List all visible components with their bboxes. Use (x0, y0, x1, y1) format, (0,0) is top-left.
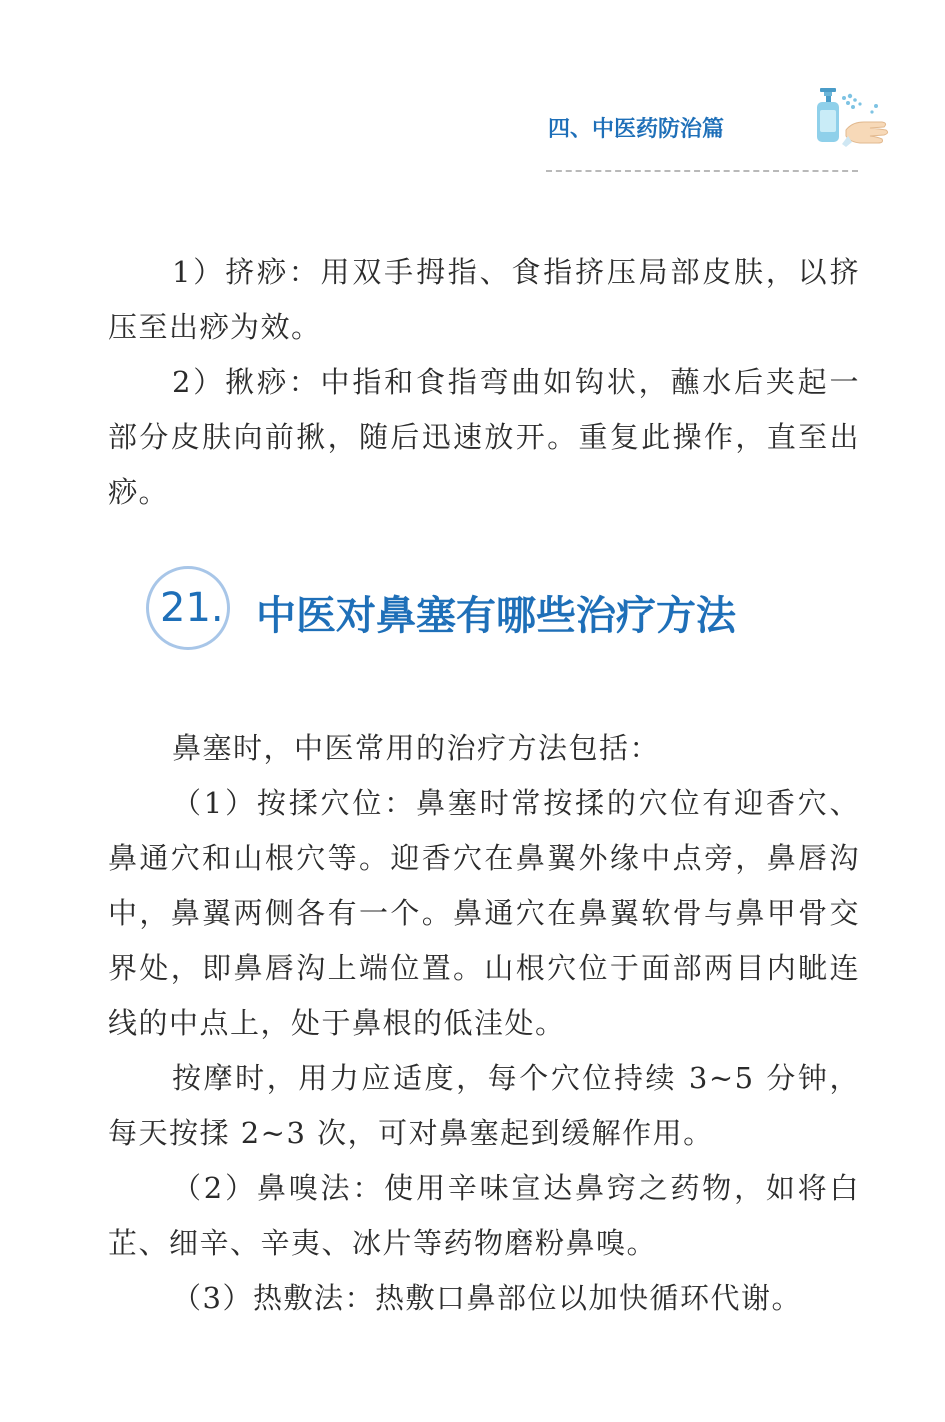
section-heading (146, 566, 846, 656)
section-number: 21. (160, 585, 224, 631)
page-header (0, 0, 945, 180)
hand-sanitizer-icon (812, 86, 892, 148)
paragraph-pinch-method: 2）揪痧：中指和食指弯曲如钩状，蘸水后夹起一部分皮肤向前揪，随后迅速放开。重复此操作，直至出痧。 (108, 365, 860, 509)
paragraph-squeeze-method: 1）挤痧：用双手拇指、食指挤压局部皮肤，以挤压至出痧为效。 (108, 255, 860, 344)
paragraph-intro: 鼻塞时，中医常用的治疗方法包括： (172, 731, 661, 765)
paragraph-massage-duration: 按摩时，用力应适度，每个穴位持续 3~5 分钟，每天按揉 2~3 次，可对鼻塞起到缓解作用。 (108, 1061, 860, 1150)
section-title: 中医对鼻塞有哪些治疗方法 (256, 593, 736, 639)
paragraph-nasal-inhalation: （2）鼻嗅法：使用辛味宣达鼻窍之药物，如将白芷、细辛、辛夷、冰片等药物磨粉鼻嗅。 (108, 1171, 860, 1260)
paragraph-acupoint-massage: （1）按揉穴位：鼻塞时常按揉的穴位有迎香穴、鼻通穴和山根穴等。迎香穴在鼻翼外缘中点旁，鼻唇沟中，鼻翼两侧各有一个。鼻通穴在鼻翼软骨与鼻甲骨交界处，即鼻唇沟上端位置。山根穴位于面部两目内眦连线的中点上，处于鼻根的低洼处。 (108, 786, 860, 1040)
header-divider (546, 170, 858, 172)
chapter-title: 四、中医药防治篇 (548, 117, 725, 142)
paragraph-hot-compress: （3）热敷法：热敷口鼻部位以加快循环代谢。 (172, 1281, 802, 1315)
